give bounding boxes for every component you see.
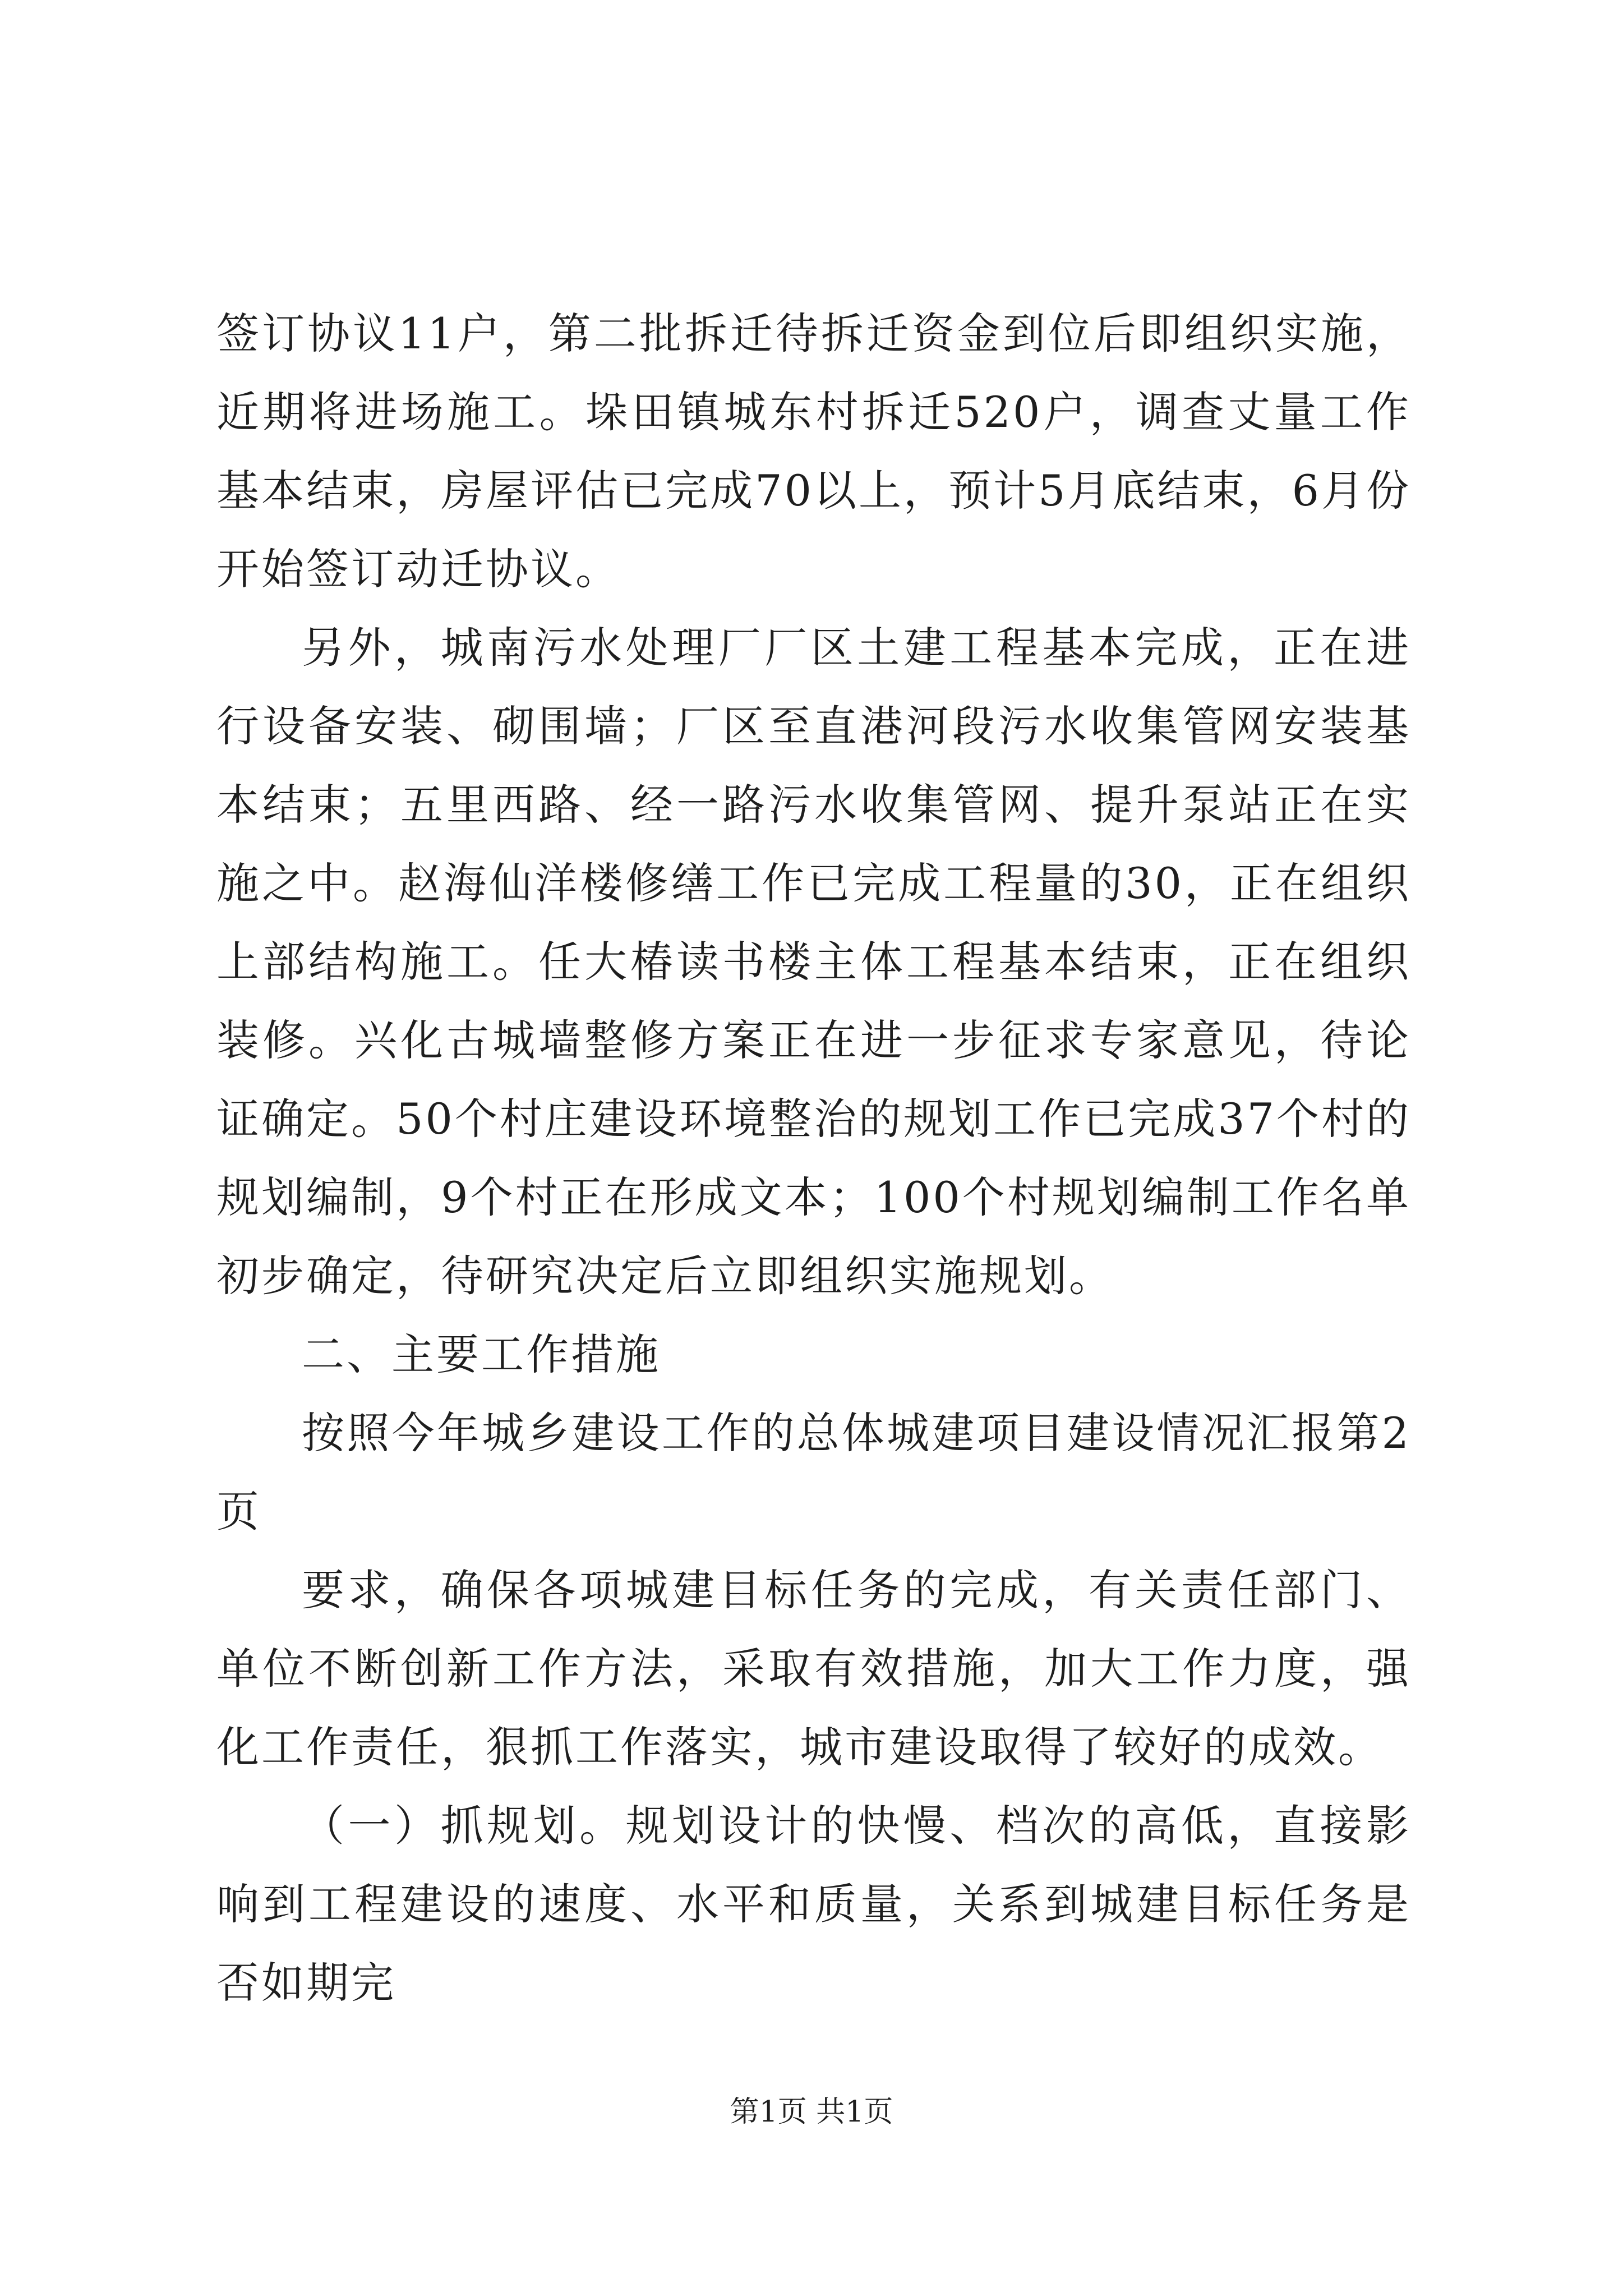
paragraph-1: 签订协议11户，第二批拆迁待拆迁资金到位后即组织实施，近期将进场施工。垛田镇城东村拆迁520户，调查丈量工作基本结束，房屋评估已完成70以上，预计5月底结束，6月份开始签订动迁协议。 — [216, 309, 1411, 594]
section-heading-main-measures: 二、主要工作措施 — [302, 1329, 661, 1379]
page-number-label: 第1页 共1页 — [730, 2095, 893, 2129]
paragraph-4: 按照今年城乡建设工作的总体城建项目建设情况汇报第2页 — [216, 1408, 1411, 1536]
page-footer — [0, 2092, 1623, 2132]
paragraph-5: 要求，确保各项城建目标任务的完成，有关责任部门、单位不断创新工作方法，采取有效措施，加大工作力度，强化工作责任，狠抓工作落实，城市建设取得了较好的成效。 — [216, 1565, 1411, 1772]
paragraph-6: （一）抓规划。规划设计的快慢、档次的高低，直接影响到工程建设的速度、水平和质量，关系到城建目标任务是否如期完 — [216, 1801, 1411, 2008]
paragraph-2: 另外，城南污水处理厂厂区土建工程基本完成，正在进行设备安装、砌围墙；厂区至直港河段污水收集管网安装基本结束；五里西路、经一路污水收集管网、提升泵站正在实施之中。赵海仙洋楼修缮工作已完成工程量的30，正在组织上部结构施工。任大椿读书楼主体工程基本结束，正在组织装修。兴化古城墙整修方案正在进一步征求专家意见，待论证确定。50个村庄建设环境整治的规划工作已完成37个村的规划编制，9个村正在形成文本；100个村规划编制工作名单初步确定，待研究决定后立即组织实施规划。 — [216, 623, 1411, 1301]
document-body — [216, 295, 1411, 2022]
